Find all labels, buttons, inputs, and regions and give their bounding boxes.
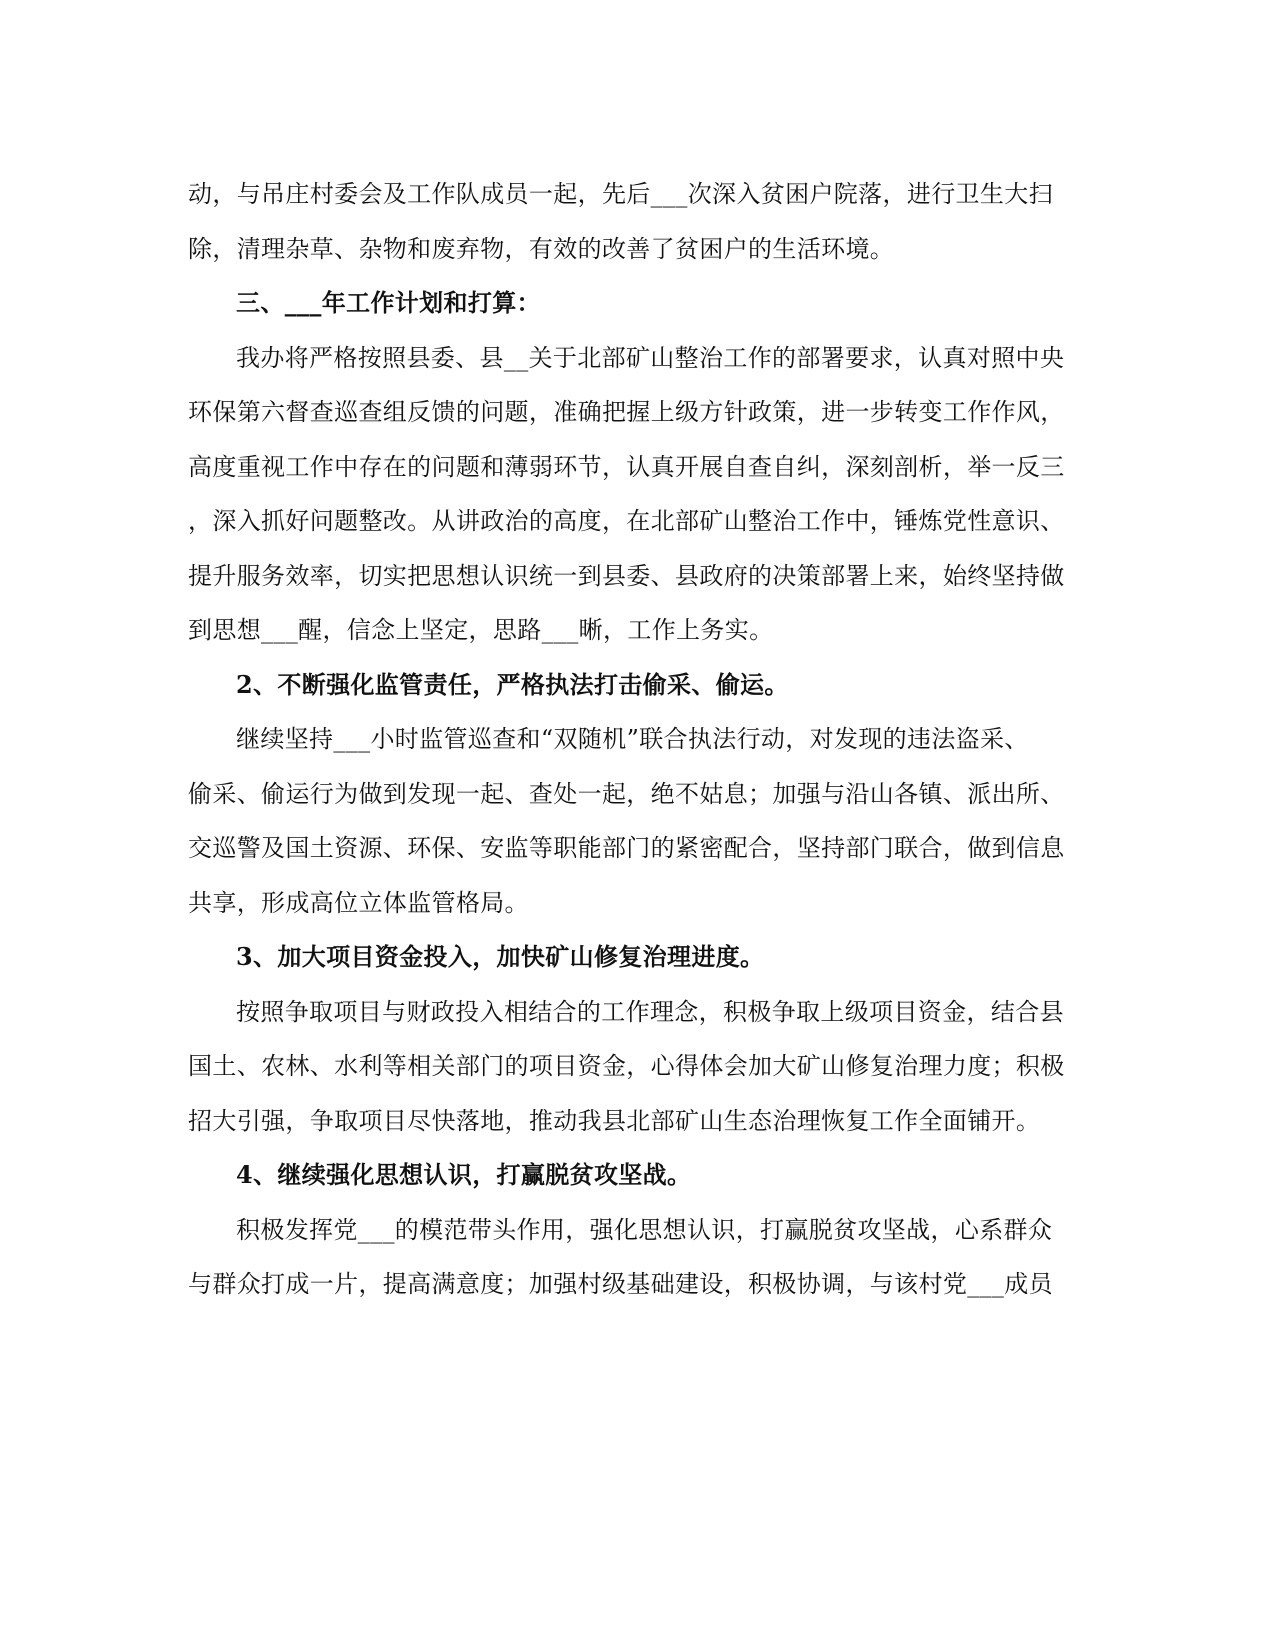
body-line: 高度重视工作中存在的问题和薄弱环节，认真开展自查自纠，深刻剖析，举一反三 — [188, 452, 1065, 481]
document-body — [188, 167, 1088, 1312]
body-line: 提升服务效率，切实把思想认识统一到县委、县政府的决策部署上来，始终坚持做 — [188, 561, 1065, 590]
body-line: 国土、农林、水利等相关部门的项目资金，心得体会加大矿山修复治理力度；积极 — [188, 1052, 1065, 1080]
body-line: 招大引强，争取项目尽快落地，推动我县北部矿山生态治理恢复工作全面铺开。 — [188, 1106, 1041, 1135]
body-line: 偷采、偷运行为做到发现一起、查处一起，绝不姑息；加强与沿山各镇、派出所、 — [188, 779, 1065, 808]
paragraph-start-line: 我办将严格按照县委、县__关于北部矿山整治工作的部署要求，认真对照中央 — [236, 343, 1065, 372]
paragraph-start-line: 继续坚持___小时监管巡查和“双随机”联合执法行动，对发现的违法盗采、 — [236, 725, 1029, 753]
item-heading: 4、继续强化思想认识，打赢脱贫攻坚战。 — [236, 1160, 692, 1189]
item-heading: 3、加大项目资金投入，加快矿山修复治理进度。 — [236, 942, 765, 971]
body-line: 交巡警及国土资源、环保、安监等职能部门的紧密配合，坚持部门联合，做到信息 — [188, 834, 1065, 862]
item-heading: 2、不断强化监管责任，严格执法打击偷采、偷运。 — [236, 669, 789, 699]
section-heading: 三、___年工作计划和打算： — [236, 288, 541, 317]
body-line: 共享，形成高位立体监管格局。 — [188, 888, 529, 917]
paragraph-start-line: 积极发挥党___的模范带头作用，强化思想认识，打赢脱贫攻坚战，心系群众 — [236, 1215, 1053, 1244]
body-line: 到思想___醒，信念上坚定，思路___晰，工作上务实。 — [188, 616, 774, 644]
body-line: 动，与吊庄村委会及工作队成员一起，先后___次深入贫困户院落，进行卫生大扫 — [188, 180, 1053, 208]
body-line: 除，清理杂草、杂物和废弃物，有效的改善了贫困户的生活环境。 — [188, 234, 895, 263]
body-line: ，深入抓好问题整改。从讲政治的高度，在北部矿山整治工作中，锤炼党性意识、 — [188, 507, 1065, 535]
paragraph-start-line: 按照争取项目与财政投入相结合的工作理念，积极争取上级项目资金，结合县 — [236, 997, 1064, 1026]
body-line: 环保第六督查巡查组反馈的问题，准确把握上级方针政策，进一步转变工作作风， — [188, 398, 1065, 426]
body-line: 与群众打成一片，提高满意度；加强村级基础建设，积极协调，与该村党___成员 — [188, 1270, 1053, 1298]
